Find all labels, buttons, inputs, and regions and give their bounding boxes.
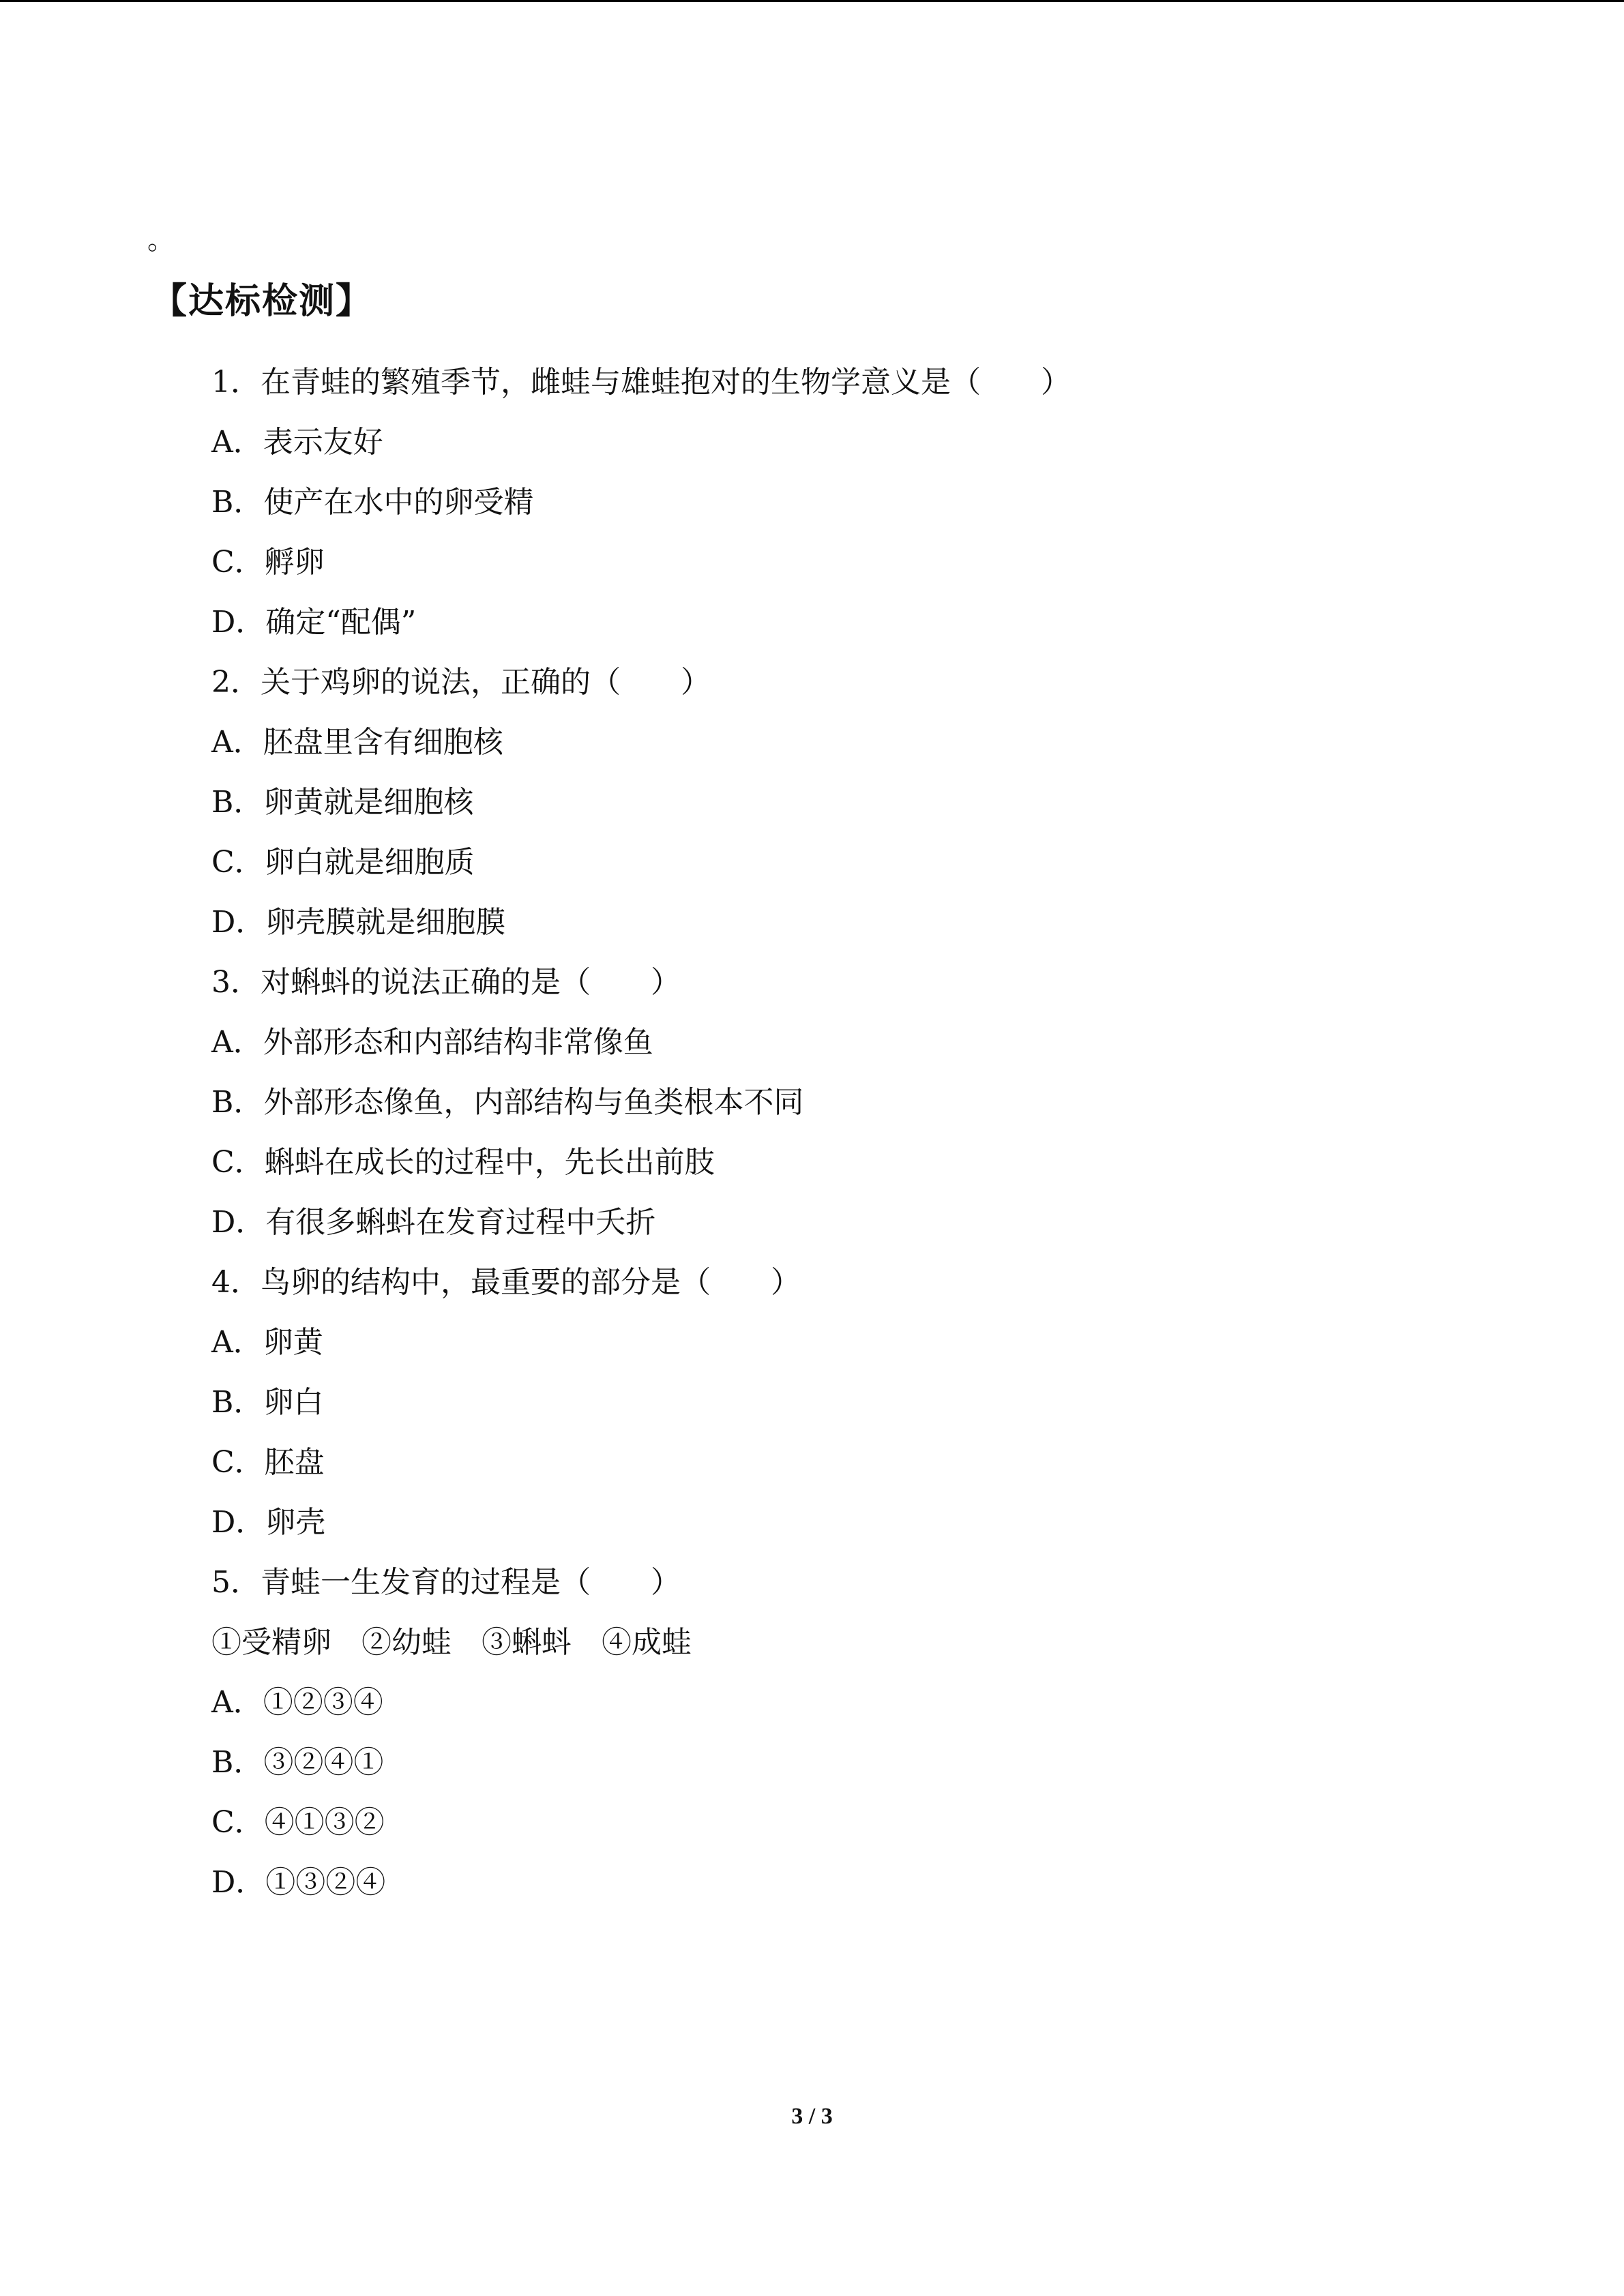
question-2-option-a: A．胚盘里含有细胞核 xyxy=(211,725,503,760)
question-3-option-c: C．蝌蚪在成长的过程中，先长出前肢 xyxy=(211,1145,715,1180)
question-4-option-d: D．卵壳 xyxy=(211,1505,326,1540)
question-5-sequence-note: ①受精卵 ②幼蛙 ③蝌蚪 ④成蛙 xyxy=(211,1625,692,1660)
question-5-option-c: C．④①③② xyxy=(211,1805,385,1840)
question-4-option-a: A．卵黄 xyxy=(211,1325,323,1360)
question-2-stem: 2．关于鸡卵的说法，正确的（ ） xyxy=(211,665,711,700)
question-1-option-a: A．表示友好 xyxy=(211,425,383,460)
question-3-option-b: B．外部形态像鱼，内部结构与鱼类根本不同 xyxy=(211,1085,804,1120)
section-heading: 【达标检测】 xyxy=(151,281,373,322)
leading-punctuation: 。 xyxy=(147,224,175,256)
question-3-stem: 3．对蝌蚪的说法正确的是（ ） xyxy=(211,965,681,1000)
question-1-option-d: D．确定“配偶” xyxy=(211,605,417,640)
question-5-stem: 5．青蛙一生发育的过程是（ ） xyxy=(211,1565,681,1600)
question-4-option-b: B．卵白 xyxy=(211,1385,324,1420)
question-list xyxy=(211,353,1507,1913)
question-3-option-a: A．外部形态和内部结构非常像鱼 xyxy=(211,1025,653,1060)
question-5-option-b: B．③②④① xyxy=(211,1745,384,1780)
page-top-border xyxy=(0,0,1624,2)
question-1-option-b: B．使产在水中的卵受精 xyxy=(211,485,534,520)
page-number: 3 / 3 xyxy=(791,2104,833,2129)
question-4-stem: 4．鸟卵的结构中，最重要的部分是（ ） xyxy=(211,1265,801,1300)
question-5-option-d: D．①③②④ xyxy=(211,1865,386,1900)
question-5-option-a: A．①②③④ xyxy=(211,1685,383,1720)
question-1-option-c: C．孵卵 xyxy=(211,545,325,580)
question-2-option-b: B．卵黄就是细胞核 xyxy=(211,785,474,820)
question-3-option-d: D．有很多蝌蚪在发育过程中夭折 xyxy=(211,1205,656,1240)
question-2-option-c: C．卵白就是细胞质 xyxy=(211,845,475,880)
question-4-option-c: C．胚盘 xyxy=(211,1445,325,1480)
question-1-stem: 1．在青蛙的繁殖季节，雌蛙与雄蛙抱对的生物学意义是（ ） xyxy=(211,365,1071,400)
question-2-option-d: D．卵壳膜就是细胞膜 xyxy=(211,905,506,940)
